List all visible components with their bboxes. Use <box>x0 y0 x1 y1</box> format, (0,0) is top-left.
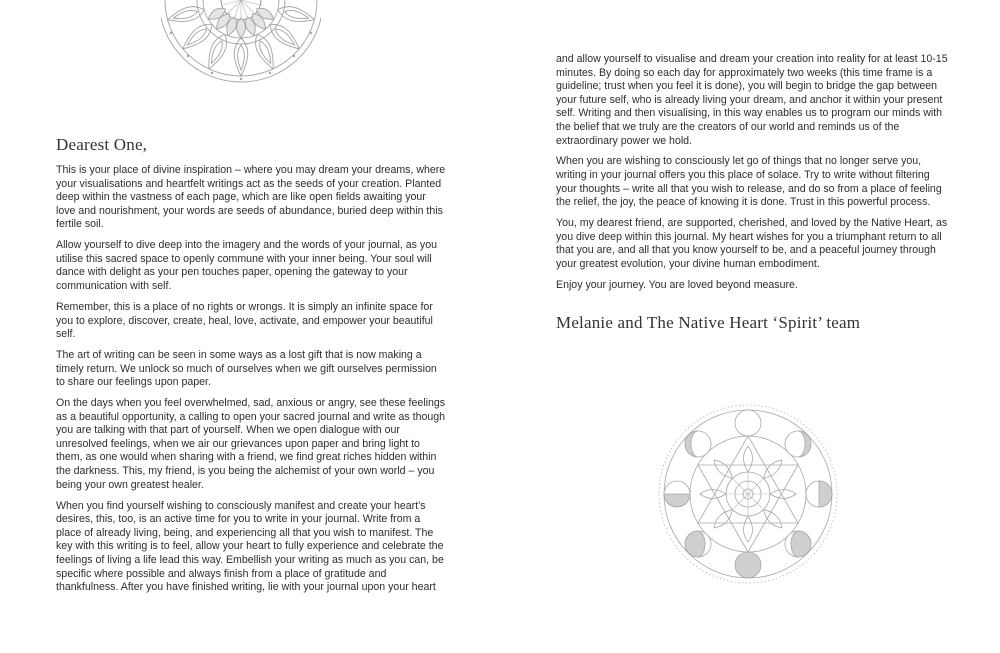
lotus-mandala-icon <box>161 0 321 93</box>
paragraph: Enjoy your journey. You are loved beyond measure. <box>556 278 798 291</box>
salutation: Dearest One, <box>56 135 148 154</box>
paragraph: The art of writing can be seen in some ways as a lost gift that is now making a timely return. We unlock so much of ourselves when we gift ourselves permission to share our feelings upon paper. <box>56 349 437 389</box>
letter-body-right <box>556 53 948 300</box>
moon-phase-mandala-icon <box>656 402 840 586</box>
paragraph: On the days when you feel overwhelmed, sad, anxious or angry, see these feelings as a beautiful opportunity, a calling to open your sacred journal and write as though you are talking with that part of yourself. When we open dialogue with our unresolved feelings, when we air our grievances upon paper and bring light to them, as one would when sharing with a friend, we find great riches hidden within the darkness. This, my friend, is you being the alchemist of your own world – you being your own greatest healer. <box>56 397 446 491</box>
paragraph: Remember, this is a place of no rights or wrongs. It is simply an infinite space for you to explore, discover, create, heal, love, activate, and empower your beautiful self. <box>56 300 433 341</box>
paragraph: Allow yourself to dive deep into the imagery and the words of your journal, as you utilise this sacred space to openly commune with your inner being. Your soul will dance with delight as your pen touches paper, opening the gateway to your communication with self. <box>56 239 437 293</box>
letter-body-left <box>56 164 448 602</box>
signature: Melanie and The Native Heart ‘Spirit’ team <box>556 313 861 332</box>
right-page <box>500 0 1000 653</box>
paragraph: When you are wishing to consciously let go of things that no longer serve you, writing in your journal offers you this place of solace. Try to write without filtering your thoughts – write all that you wish to release, and do so from a place of feeling the relief, the joy, the peace of knowing it is done. Trust in this powerful process. <box>556 155 942 209</box>
paragraph: This is your place of divine inspiration – where you may dream your dreams, where your visualisations and heartfelt writings act as the seeds of your creation. Planted deep within the vastness of each page, which are like open fields awaiting your love and nourishment, your words are seeds of abundance, buried deep within this fertile soil. <box>56 164 446 231</box>
paragraph: You, my dearest friend, are supported, cherished, and loved by the Native Heart, as you dive deep within this journal. My heart wishes for you a triumphant return to all that you are, and all that you know yourself to be, and a peaceful journey through your greatest evolution, your divine human embodiment. <box>556 217 948 270</box>
paragraph: and allow yourself to visualise and dream your creation into reality for at least 10-15 minutes. By doing so each day for approximately two weeks (this time frame is a guideline; trust when you feel it is done), you will begin to bridge the gap between your future self, who is already living your dream, and anchor it within your present self. Writing and then visualising, in this way enables us to program our minds with the belief that we truly are the creators of our world and reminds us of the extraordinary power we hold. <box>556 53 948 147</box>
paragraph: When you find yourself wishing to consciously manifest and create your heart’s desires, this, too, is an active time for you to write in your journal. Write from a place of already living, being, and experiencing all that you wish to manifest. The key with this writing is to feel, allow your heart to fully experience and celebrate the feelings of living a life lead this way. Embellish your writing as much as you can, be specific where possible and always finish from a place of gratitude and thankfulness. After you have finished writing, lie with your journal upon your heart <box>56 499 444 594</box>
